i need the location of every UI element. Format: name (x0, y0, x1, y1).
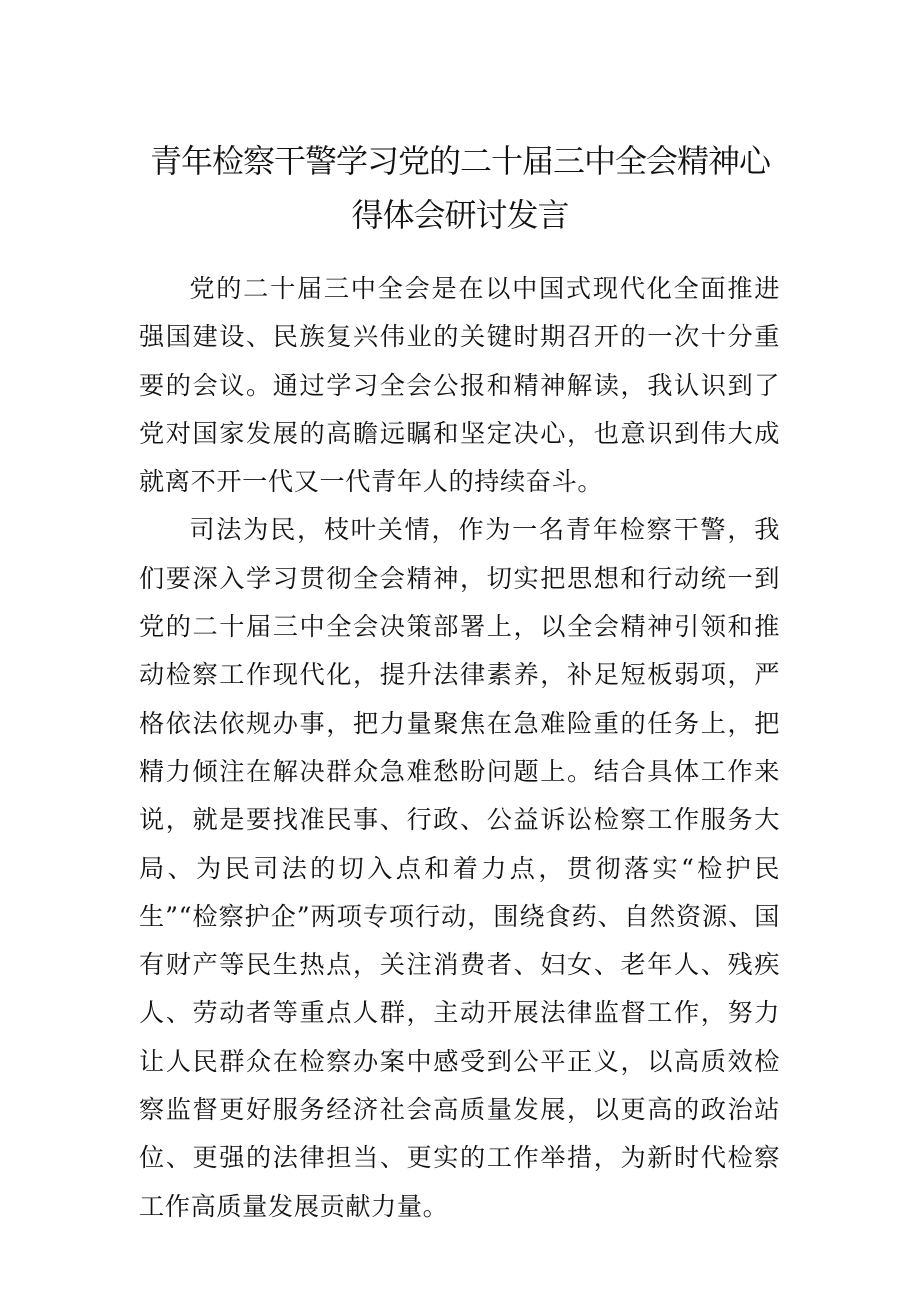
document-body (139, 265, 780, 1231)
title-line-1: 青年检察干警学习党的二十届三中全会精神心 (149, 142, 770, 180)
paragraph-1: 党的二十届三中全会是在以中国式现代化全面推进强国建设、民族复兴伟业的关键时期召开的一次十分重要的会议。通过学习全会公报和精神解读，我认识到了党对国家发展的高瞻远瞩和坚定决心，也意识到伟大成就离不开一代又一代青年人的持续奋斗。 (139, 274, 780, 497)
paragraph-2: 司法为民，枝叶关情，作为一名青年检察干警，我们要深入学习贯彻全会精神，切实把思想和行动统一到党的二十届三中全会决策部署上，以全会精神引领和推动检察工作现代化，提升法律素养，补足短板弱项，严格依法依规办事，把力量聚焦在急难险重的任务上，把精力倾注在解决群众急难愁盼问题上。结合具体工作来说，就是要找准民事、行政、公益诉讼检察工作服务大局、为民司法的切入点和着力点，贯彻落实“检护民生”“检察护企”两项专项行动，围绕食药、自然资源、国有财产等民生热点，关注消费者、妇女、老年人、残疾人、劳动者等重点人群，主动开展法律监督工作，努力让人民群众在检察办案中感受到公平正义，以高质效检察监督更好服务经济社会高质量发展，以更高的政治站位、更强的法律担当、更实的工作举措，为新时代检察工作高质量发展贡献力量。 (139, 515, 780, 1221)
document-title (110, 134, 810, 242)
title-line-2: 得体会研讨发言 (351, 196, 569, 234)
